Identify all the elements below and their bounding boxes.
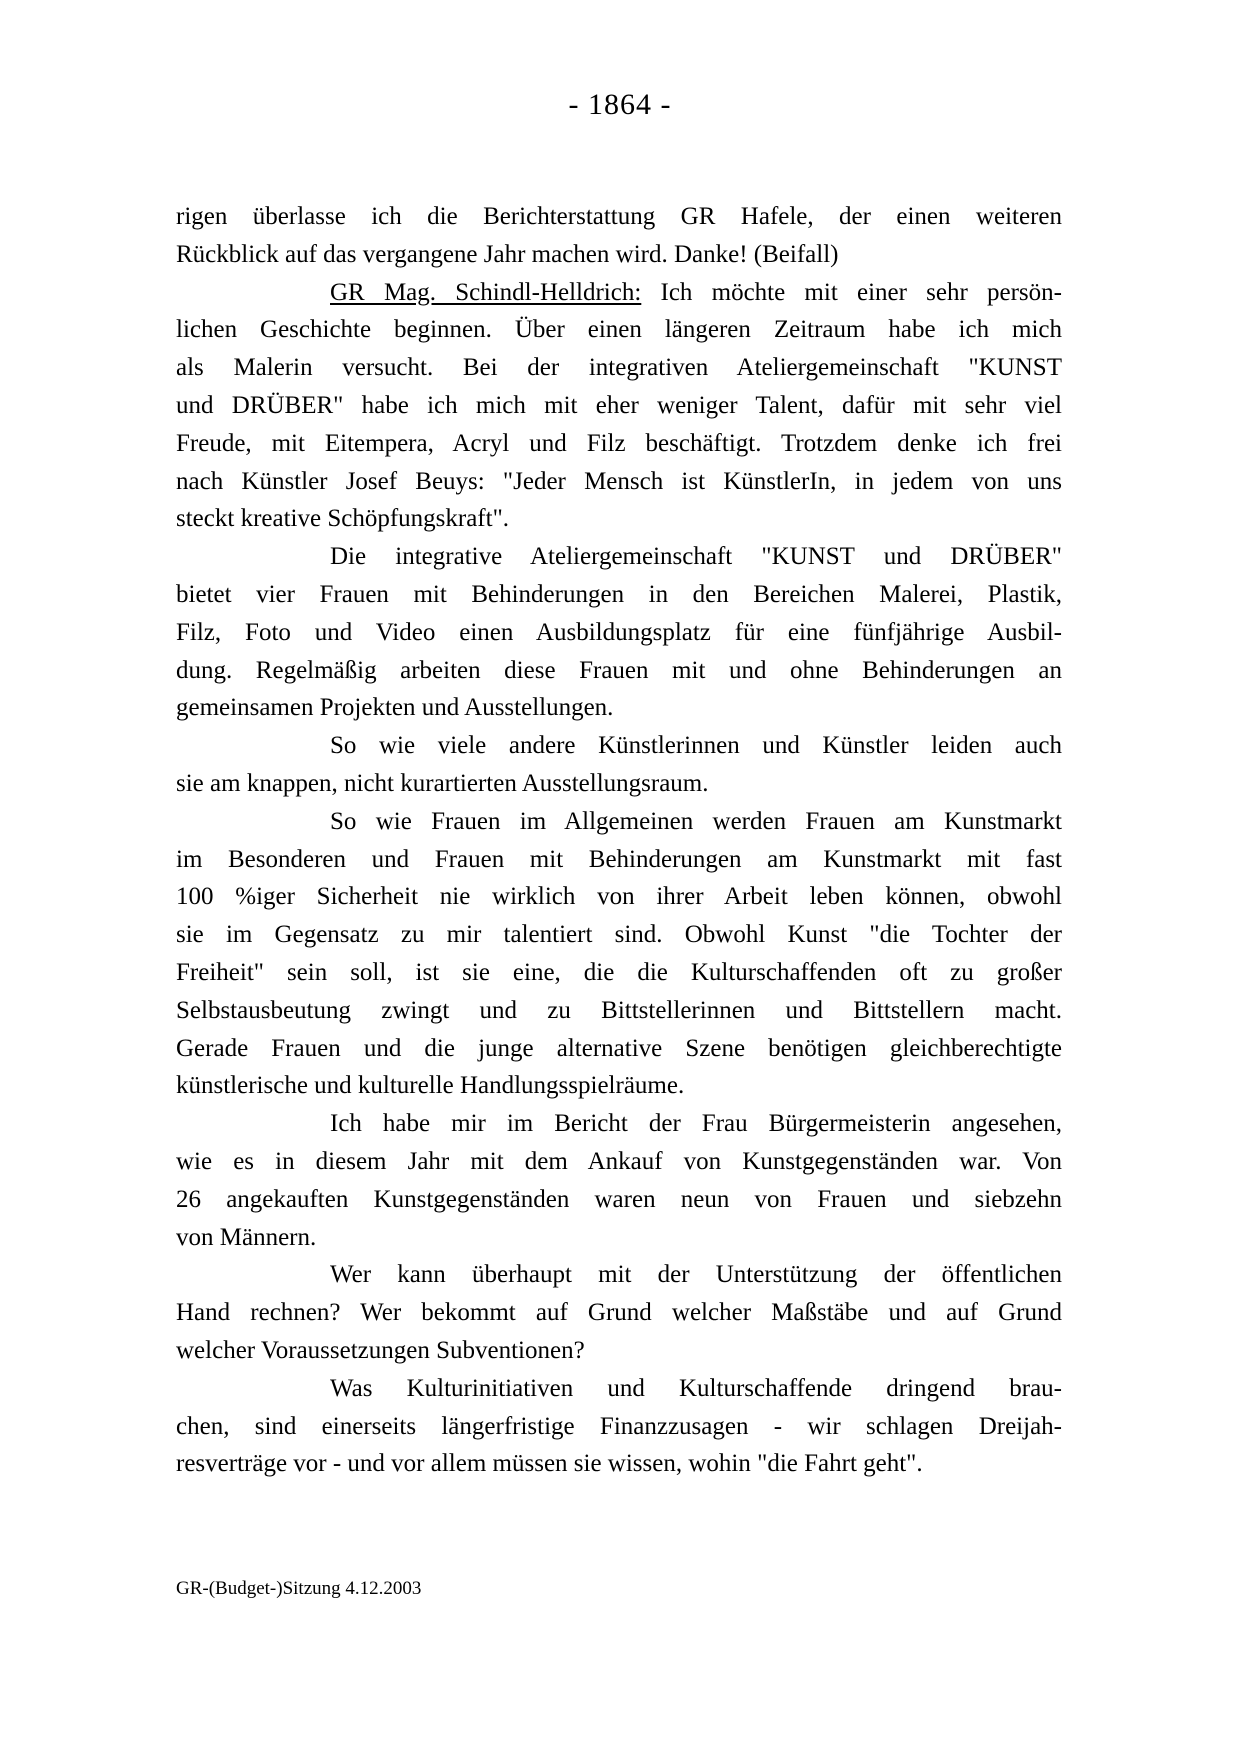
text-line: 100 %iger Sicherheit nie wirklich von ihrer Arbeit leben können, obwohl [176, 883, 1062, 911]
footer-session-label: GR-(Budget-)Sitzung 4.12.2003 [176, 1578, 422, 1599]
paragraph [176, 538, 1062, 727]
text-line: Freude, mit Eitempera, Acryl und Filz beschäftigt. Trotzdem denke ich frei [176, 429, 1062, 457]
text-line: und DRÜBER" habe ich mich mit eher weniger Talent, dafür mit sehr viel [176, 391, 1062, 419]
page-number: - 1864 - [568, 88, 672, 121]
text-line: rigen überlasse ich die Berichterstattung GR Hafele, der einen weiteren [176, 203, 1062, 230]
paragraph [176, 803, 1062, 1105]
text-line: So wie Frauen im Allgemeinen werden Frauen am Kunstmarkt [330, 807, 1062, 835]
text-line: sie am knappen, nicht kurartierten Ausstellungsraum. [176, 769, 709, 797]
text-line: Gerade Frauen und die junge alternative Szene benötigen gleichberechtigte [176, 1034, 1062, 1062]
text-line: nach Künstler Josef Beuys: "Jeder Mensch ist KünstlerIn, in jedem von uns [176, 467, 1062, 495]
text-line: Rückblick auf das vergangene Jahr machen wird. Danke! (Beifall) [176, 240, 839, 268]
text-line: von Männern. [176, 1223, 317, 1251]
text-line: Selbstausbeutung zwingt und zu Bittstellerinnen und Bittstellern macht. [176, 996, 1062, 1024]
paragraph [176, 1105, 1062, 1256]
text-line: chen, sind einerseits längerfristige Finanzzusagen - wir schlagen Dreijah- [176, 1412, 1062, 1440]
paragraph [176, 198, 1062, 274]
text-line: im Besonderen und Frauen mit Behinderungen am Kunstmarkt mit fast [176, 845, 1062, 873]
paragraph [176, 727, 1062, 803]
document-body [176, 198, 1062, 1483]
text-line: als Malerin versucht. Bei der integrativen Ateliergemeinschaft "KUNST [176, 354, 1062, 382]
text-line: Hand rechnen? Wer bekommt auf Grund welcher Maßstäbe und auf Grund [176, 1299, 1062, 1327]
text-line: wie es in diesem Jahr mit dem Ankauf von Kunstgegenständen war. Von [176, 1147, 1062, 1175]
paragraph [176, 1370, 1062, 1483]
text-line: So wie viele andere Künstlerinnen und Künstler leiden auch [330, 732, 1062, 760]
text-line: Ich habe mir im Bericht der Frau Bürgermeisterin angesehen, [330, 1110, 1062, 1138]
text-line: resverträge vor - und vor allem müssen sie wissen, wohin "die Fahrt geht". [176, 1450, 923, 1478]
text-line: sie im Gegensatz zu mir talentiert sind. Obwohl Kunst "die Tochter der [176, 921, 1062, 949]
text-line: welcher Voraussetzungen Subventionen? [176, 1336, 585, 1364]
text-line: Freiheit" sein soll, ist sie eine, die die Kulturschaffenden oft zu großer [176, 958, 1062, 986]
text-line: Filz, Foto und Video einen Ausbildungsplatz für eine fünfjährige Ausbil- [176, 618, 1062, 646]
text-line: künstlerische und kulturelle Handlungsspielräume. [176, 1072, 685, 1100]
text-line: bietet vier Frauen mit Behinderungen in den Bereichen Malerei, Plastik, [176, 580, 1062, 608]
text-line: 26 angekauften Kunstgegenständen waren neun von Frauen und siebzehn [176, 1185, 1062, 1213]
text-line: steckt kreative Schöpfungskraft". [176, 505, 510, 533]
paragraph [176, 274, 1062, 539]
text-line: Die integrative Ateliergemeinschaft "KUNST und DRÜBER" [330, 543, 1062, 571]
paragraph [176, 1256, 1062, 1369]
speaker-name: GR Mag. Schindl-Helldrich: [330, 278, 642, 306]
text-line: lichen Geschichte beginnen. Über einen längeren Zeitraum habe ich mich [176, 316, 1062, 344]
text-line: gemeinsamen Projekten und Ausstellungen. [176, 694, 614, 722]
text-line: dung. Regelmäßig arbeiten diese Frauen mit und ohne Behinderungen an [176, 656, 1062, 684]
text-line: GR Mag. Schindl-Helldrich: Ich möchte mit einer sehr persön- [330, 278, 1062, 306]
text-line: Wer kann überhaupt mit der Unterstützung der öffentlichen [330, 1261, 1062, 1289]
text-line: Was Kulturinitiativen und Kulturschaffende dringend brau- [330, 1374, 1062, 1402]
